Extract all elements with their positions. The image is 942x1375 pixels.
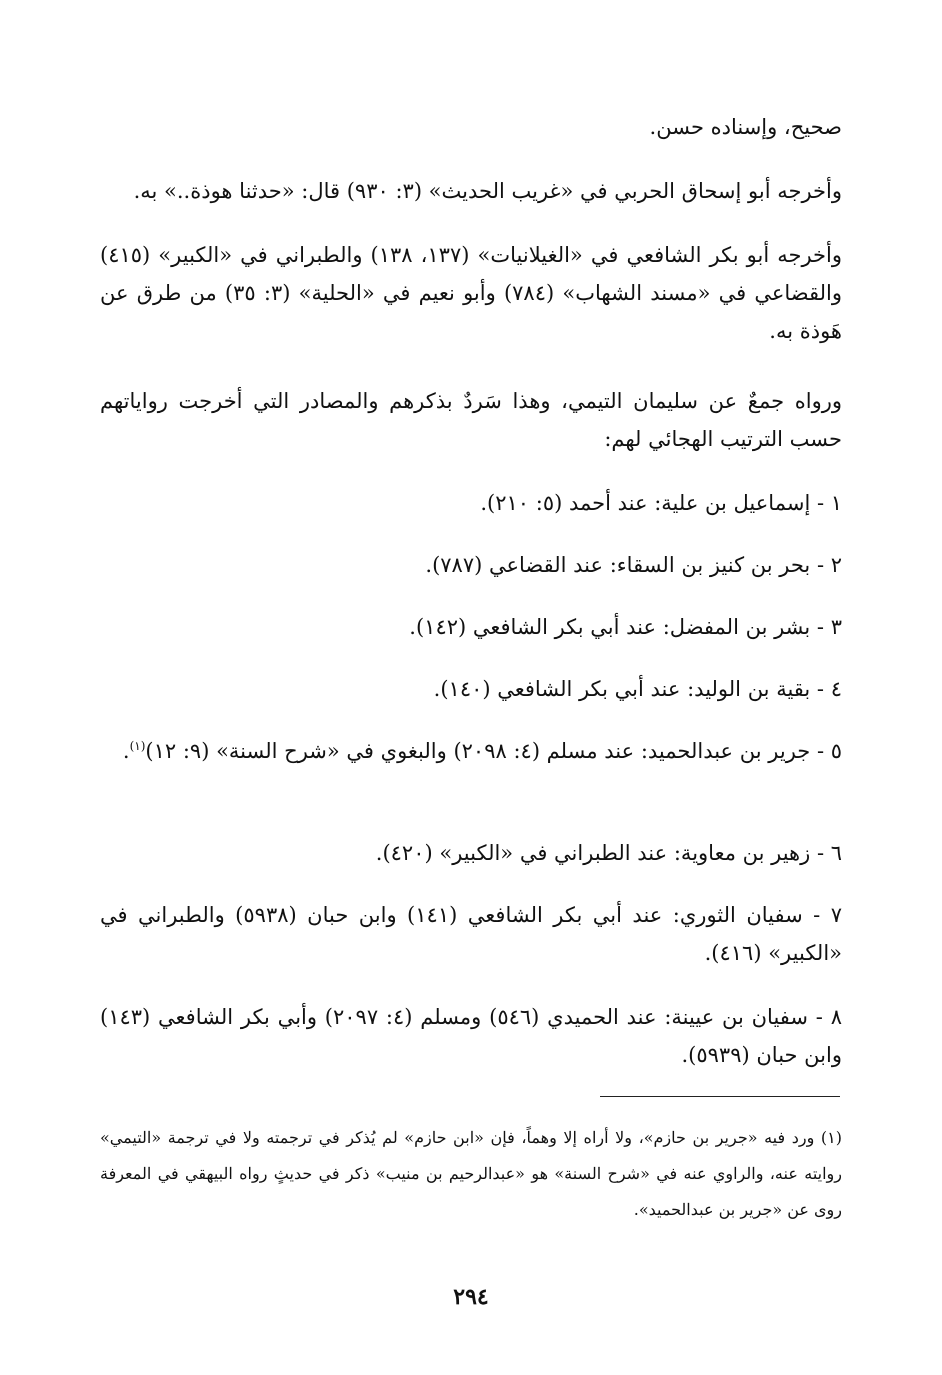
list-item: ٢ - بحر بن كنيز بن السقاء: عند القضاعي (٧٨٧). (425, 553, 842, 577)
list-item-end: . (122, 739, 130, 763)
page-number: ٢٩٤ (453, 1284, 489, 1310)
list-item: ٤ - بقية بن الوليد: عند أبي بكر الشافعي (١٤٠). (433, 677, 842, 701)
paragraph-narrators-intro: ورواه جمعٌ عن سليمان التيمي، وهذا سَردٌ بذكرهم والمصادر التي أخرجت رواياتهم حسب الترتيب الهجائي لهم: (100, 389, 842, 451)
footnote-divider (600, 1096, 840, 1097)
list-item-text: ٥ - جرير بن عبدالحميد: عند مسلم (٤: ٢٠٩٨) والبغوي في «شرح السنة» (٩: ١٢) (145, 739, 842, 763)
list-item: ٣ - بشر بن المفضل: عند أبي بكر الشافعي (١٤٢). (409, 615, 842, 639)
paragraph-isnad-verdict: صحيح، وإسناده حسن. (649, 115, 842, 139)
list-item: ٨ - سفيان بن عيينة: عند الحميدي (٥٤٦) ومسلم (٤: ٢٠٩٧) وأبي بكر الشافعي (١٤٣) وابن حبان (٥٩٣٩). (100, 1005, 842, 1067)
list-item: ٧ - سفيان الثوري: عند أبي بكر الشافعي (١٤١) وابن حبان (٥٩٣٨) والطبراني في «الكبير» (٤١٦). (100, 903, 843, 965)
list-item: ٦ - زهير بن معاوية: عند الطبراني في «الكبير» (٤٢٠). (375, 841, 842, 865)
paragraph-harbi-source: وأخرجه أبو إسحاق الحربي في «غريب الحديث» (٣: ٩٣٠) قال: «حدثنا هوذة..» به. (133, 179, 842, 203)
footnote-text: (١) ورد فيه «جرير بن حازم»، ولا أراه إلا وهماً، فإن «ابن حازم» لم يُذكر في ترجمته ولا في ترجمة «التيمي» روايته عنه، والراوي عنه في «شرح السنة» هو «عبدالرحيم بن منيب» ذكر في حديثٍ رواه البيهقي في المعرفة روى عن «جرير بن عبدالحميد». (100, 1128, 842, 1219)
list-item: ١ - إسماعيل بن علية: عند أحمد (٥: ٢١٠). (480, 491, 842, 515)
list-item (100, 732, 842, 770)
paragraph-other-sources: وأخرجه أبو بكر الشافعي في «الغيلانيات» (١٣٧، ١٣٨) والطبراني في «الكبير» (٤١٥) والقضاعي في «مسند الشهاب» (٧٨٤) وأبو نعيم في «الحلية» (٣: ٣٥) من طرق عن هَوذة به. (100, 243, 843, 343)
footnote-reference[interactable]: (١) (129, 739, 146, 753)
